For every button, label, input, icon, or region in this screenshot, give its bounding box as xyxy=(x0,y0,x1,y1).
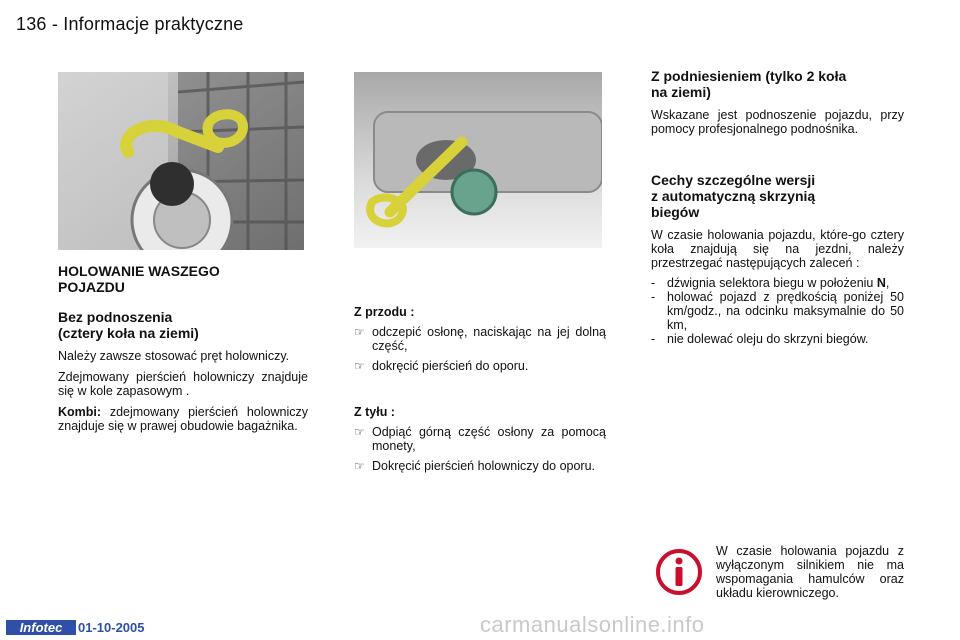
front-label: Z przodu : xyxy=(354,305,415,319)
towing-heading: HOLOWANIE WASZEGO POJAZDU xyxy=(58,263,220,295)
lifted-towing-heading: Z podniesieniem (tylko 2 koła na ziemi) xyxy=(651,68,847,100)
front-step-1: ☞ odczepić osłonę, naciskając na jej dolną część, xyxy=(354,325,606,353)
without-lifting-subheading: Bez podnoszenia (cztery koła na ziemi) xyxy=(58,309,199,341)
rear-tow-ring-illustration xyxy=(354,72,602,248)
front-tow-ring-illustration xyxy=(58,72,304,250)
list-item: - nie dolewać oleju do skrzyni biegów. xyxy=(651,332,869,346)
automatic-gearbox-heading: Cechy szczególne wersji z automatyczną skrzynią biegów xyxy=(651,172,816,220)
info-note: W czasie holowania pojazdu z wyłączonym silnikiem nie ma wspomagania hamulców oraz układu kierowniczego. xyxy=(716,544,904,600)
estate-paragraph: Kombi: zdejmowany pierścień holowniczy znajduje się w prawej obudowie bagażnika. xyxy=(58,405,308,433)
info-icon xyxy=(655,548,703,596)
pointing-hand-icon: ☞ xyxy=(354,325,365,339)
watermark: carmanualsonline.info xyxy=(480,612,705,637)
list-item: - holować pojazd z prędkością poniżej 50 km/godz., na odcinku maksymalnie do 50 km, xyxy=(651,290,904,332)
infotec-logo: Infotec xyxy=(6,620,76,635)
page-number: 136 xyxy=(16,14,47,34)
pointing-hand-icon: ☞ xyxy=(354,459,365,473)
front-step-2: ☞ dokręcić pierścień do oporu. xyxy=(354,359,529,373)
section-title: Informacje praktyczne xyxy=(63,14,244,34)
header-separator: - xyxy=(51,14,59,34)
pointing-hand-icon: ☞ xyxy=(354,425,365,439)
professional-lift-paragraph: Wskazane jest podnoszenie pojazdu, przy pomocy profesjonalnego podnośnika. xyxy=(651,108,904,136)
rear-label: Z tyłu : xyxy=(354,405,395,419)
footer-date: 01-10-2005 xyxy=(78,620,145,635)
rear-step-1: ☞ Odpiąć górną część osłony za pomocą monety, xyxy=(354,425,606,453)
rear-step-2: ☞ Dokręcić pierścień holowniczy do oporu. xyxy=(354,459,596,473)
pointing-hand-icon: ☞ xyxy=(354,359,365,373)
automatic-gearbox-paragraph: W czasie holowania pojazdu, które-go cztery koła znajdują się na jezdni, należy przestrzegać następujących zaleceń : xyxy=(651,228,904,270)
tow-bar-paragraph: Należy zawsze stosować pręt holowniczy. xyxy=(58,349,290,363)
page-header xyxy=(16,14,244,35)
automatic-gearbox-list xyxy=(651,276,904,346)
spare-wheel-paragraph: Zdejmowany pierścień holowniczy znajduje się w kole zapasowym . xyxy=(58,370,308,398)
list-item: - dźwignia selektora biegu w położeniu N, xyxy=(651,276,890,290)
